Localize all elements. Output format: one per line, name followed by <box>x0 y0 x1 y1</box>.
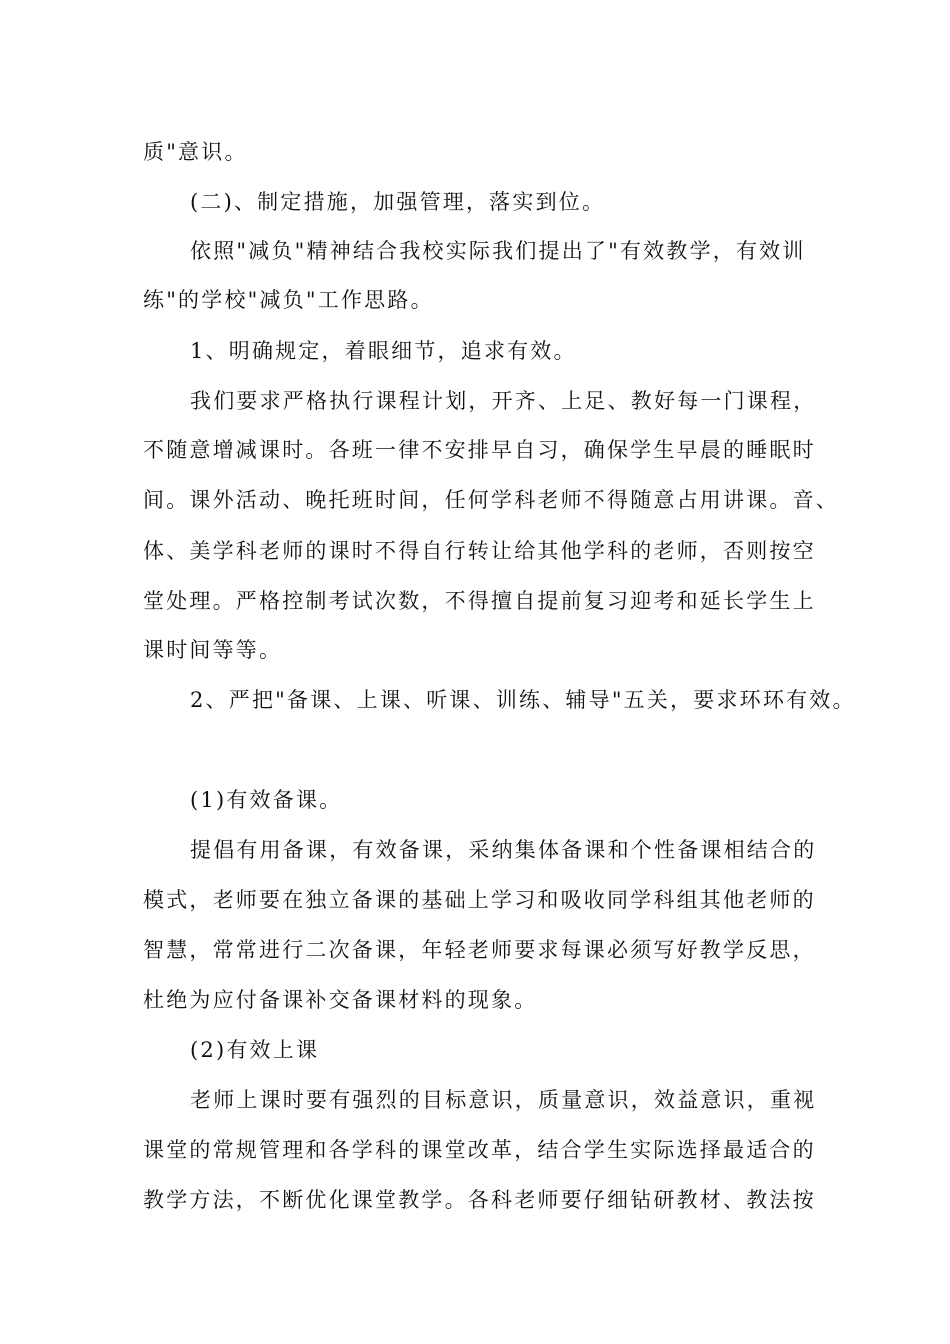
paragraph-line: 模式，老师要在独立备课的基础上学习和吸收同学科组其他老师的 <box>143 888 816 912</box>
paragraph-line: 间。课外活动、晚托班时间，任何学科老师不得随意占用讲课。音、 <box>143 488 839 512</box>
paragraph-line: 质"意识。 <box>143 140 248 164</box>
paragraph-line: 堂处理。严格控制考试次数，不得擅自提前复习迎考和延长学生上 <box>143 589 816 613</box>
paragraph-line: 体、美学科老师的课时不得自行转让给其他学科的老师，否则按空 <box>143 539 816 563</box>
paragraph-line: 提倡有用备课，有效备课，采纳集体备课和个性备课相结合的 <box>190 838 817 862</box>
item-heading: (1)有效备课。 <box>190 788 343 812</box>
paragraph-line: 老师上课时要有强烈的目标意识，质量意识，效益意识，重视 <box>190 1088 817 1112</box>
paragraph-line: 智慧，常常进行二次备课，年轻老师要求每课必须写好教学反思， <box>143 938 816 962</box>
paragraph-line: 依照"减负"精神结合我校实际我们提出了"有效教学，有效训 <box>190 239 806 263</box>
item-heading: (2)有效上课 <box>190 1038 320 1062</box>
paragraph-line: 杜绝为应付备课补交备课材料的现象。 <box>143 988 538 1012</box>
subsection-heading: 1、明确规定，着眼细节，追求有效。 <box>190 339 577 363</box>
paragraph-line: 课时间等等。 <box>143 638 283 662</box>
paragraph-line: 教学方法，不断优化课堂教学。各科老师要仔细钻研教材、教法按 <box>143 1188 816 1212</box>
paragraph-line: 练"的学校"减负"工作思路。 <box>143 288 434 312</box>
section-heading: (二)、制定措施，加强管理，落实到位。 <box>190 190 606 214</box>
paragraph-line: 不随意增减课时。各班一律不安排早自习，确保学生早晨的睡眠时 <box>143 438 816 462</box>
paragraph-line: 我们要求严格执行课程计划，开齐、上足、教好每一门课程， <box>190 389 817 413</box>
subsection-heading: 2、严把"备课、上课、听课、训练、辅导"五关，要求环环有效。 <box>190 688 856 712</box>
paragraph-line: 课堂的常规管理和各学科的课堂改革，结合学生实际选择最适合的 <box>143 1138 816 1162</box>
